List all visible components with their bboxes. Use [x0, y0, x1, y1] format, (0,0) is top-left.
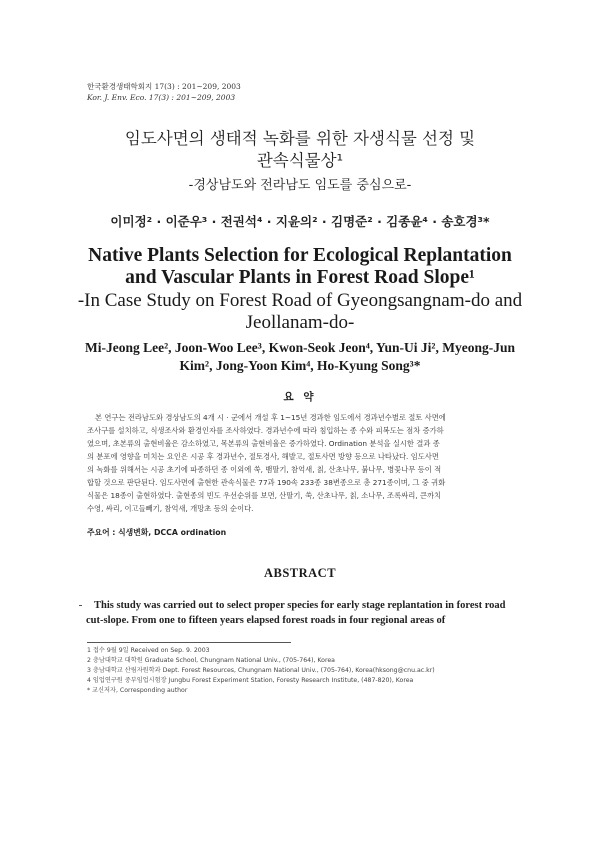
english-title-line1: Native Plants Selection for Ecological Replantation — [88, 245, 512, 266]
abstract-heading: ABSTRACT — [263, 566, 337, 580]
korean-abstract-line: 였으며, 초본류의 출현비율은 감소하였고, 목본류의 출현비율은 증가하였다. Ordination 분석을 실시한 결과 종 — [87, 439, 440, 448]
korean-abstract-line: 본 연구는 전라남도와 경상남도의 4개 시 · 군에서 개설 후 1~15년 경과한 임도에서 경과년수별로 절토 사면에 — [95, 413, 446, 422]
english-authors-line2: Kim², Jong-Yoon Kim⁴, Ho-Kyung Song³* — [179, 358, 421, 373]
footnote: 4 임업연구원 중부임업시험장 Jungbu Forest Experiment Station, Foresty Research Institute, (487-820), Korea — [87, 677, 414, 684]
keywords: 주요어 : 식생변화, DCCA ordination — [87, 528, 227, 537]
footnote: 1 접수 9월 9일 Received on Sep. 9. 2003 — [87, 647, 210, 654]
footnote-rule — [87, 642, 291, 643]
journal-header-korean: 한국환경생태학회지 17(3) : 201~209, 2003 — [87, 82, 241, 91]
abstract-line: This study was carried out to select proper species for early stage replantation in forest road — [94, 600, 506, 611]
korean-abstract-line: 의 분포에 영향을 미치는 요인은 시공 후 경과년수, 절토경사, 해발고, 절토사면 방향 등으로 나타났다. 임도사면 — [87, 452, 439, 461]
korean-abstract-line: 합할 것으로 판단된다. 임도사면에 출현한 관속식물은 77과 190속 233종 38변종으로 총 271종이며, 그 중 귀화 — [87, 478, 446, 487]
english-subtitle-line2: Jeollanam-do- — [245, 312, 355, 333]
abstract-line: cut-slope. From one to fifteen years elapsed forest roads in four regional areas of — [86, 615, 446, 626]
scan-speck — [79, 605, 82, 606]
footnote: * 교신저자, Corresponding author — [87, 687, 188, 694]
korean-abstract-line: 조사구를 설치하고, 식생조사와 환경인자를 조사하였다. 경과년수에 따라 침입하는 종 수와 피복도는 점차 증가하 — [87, 426, 444, 435]
korean-title-line1: 임도사면의 생태적 녹화를 위한 자생식물 선정 및 — [124, 129, 476, 148]
korean-authors: 이미정² · 이준우³ · 전권석⁴ · 지윤의² · 김명준² · 김종윤⁴ · 송호경³* — [110, 214, 490, 229]
korean-title-line2: 관속식물상¹ — [256, 151, 344, 170]
journal-header-english: Kor. J. Env. Eco. 17(3) : 201~209, 2003 — [87, 93, 236, 102]
english-title-line2: and Vascular Plants in Forest Road Slope¹ — [125, 267, 475, 288]
korean-abstract-heading: 요 약 — [283, 391, 317, 403]
korean-abstract-line: 식물은 18종이 출현하였다. 출현종의 빈도 우선순위를 보면, 산딸기, 쑥, 산초나무, 칡, 소나무, 조록싸리, 큰까치 — [87, 491, 442, 500]
footnote: 2 충남대학교 대학원 Graduate School, Chungnam National Univ., (705-764), Korea — [87, 657, 335, 664]
english-authors-line1: Mi-Jeong Lee², Joon-Woo Lee³, Kwon-Seok Jeon⁴, Yun-Ui Ji², Myeong-Jun — [85, 340, 515, 355]
korean-abstract-line: 수영, 싸리, 이고들빼기, 참억새, 개망초 등의 순이다. — [87, 504, 254, 513]
korean-abstract-line: 의 녹화를 위해서는 시공 초기에 파종하던 종 이외에 쑥, 뱀딸기, 참억새, 칡, 산초나무, 붉나무, 병꽃나무 등이 적 — [87, 465, 442, 474]
english-subtitle-line1: -In Case Study on Forest Road of Gyeongsangnam-do and — [77, 290, 523, 311]
korean-subtitle: -경상남도와 전라남도 임도를 중심으로- — [188, 178, 412, 193]
footnote: 3 충남대학교 산림자원학과 Dept. Forest Resources, Chungnam National Univ., (705-764), Korea(hksong@cnu.ac.kr) — [87, 667, 435, 674]
